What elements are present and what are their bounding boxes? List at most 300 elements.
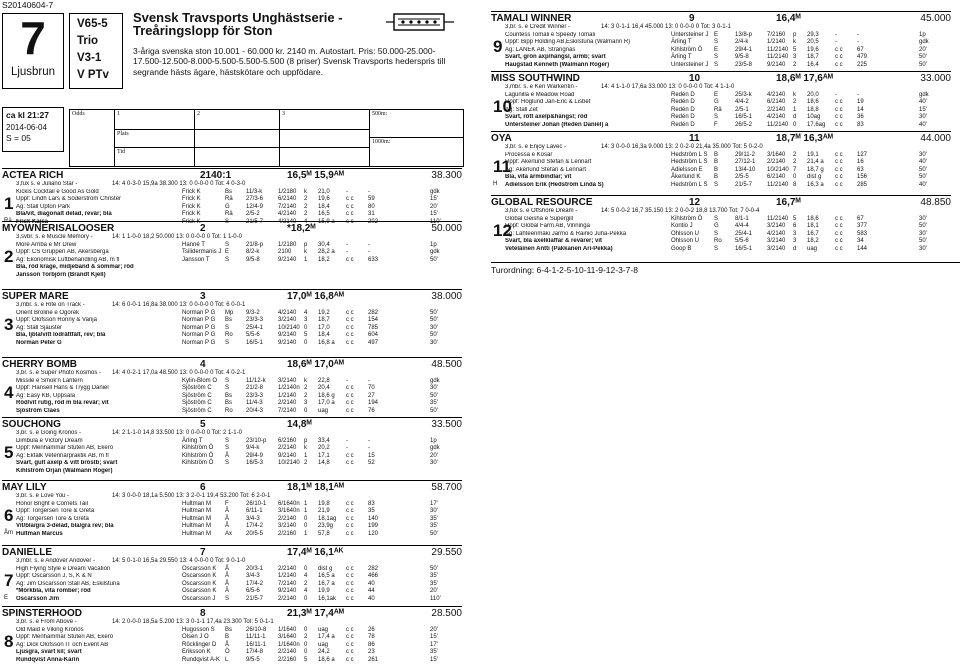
race-result-row <box>182 453 462 461</box>
horse-record: 14,8ᴹ <box>287 419 312 430</box>
result-cell: Hugosson S <box>182 626 215 633</box>
trotting-cart-icon <box>386 11 454 33</box>
race-result-row <box>671 99 951 107</box>
race-result-row <box>671 238 951 246</box>
result-cell: 6/2140 <box>278 196 297 202</box>
result-cell: 26/10-8 <box>246 626 267 633</box>
result-cell: 50' <box>919 238 927 244</box>
horse-info-line: 3,br. s. e Going Kronos - <box>16 430 82 436</box>
result-cell: Jansson T <box>182 256 210 263</box>
result-cell: 86 <box>368 641 375 648</box>
game-type: Trio <box>77 35 99 47</box>
result-cell: 2/2140 <box>767 106 786 113</box>
result-cell: 2 <box>793 99 797 105</box>
horse-distance: 10 <box>689 73 701 84</box>
race-result-row <box>671 182 951 190</box>
result-cell: Kihlström Ö <box>182 445 214 451</box>
result-cell: 40 <box>368 580 375 587</box>
result-cell: 20' <box>430 452 438 459</box>
result-cell: 194 <box>368 400 379 406</box>
result-cell: 40' <box>919 99 927 105</box>
horse-info-line: Untersteiner Johan (Redén Daniel) a <box>505 121 609 128</box>
horse-earnings: 38.000 <box>431 291 462 302</box>
result-cell: 2 <box>793 159 797 165</box>
horse-record: 16,7ᴹ <box>776 197 801 208</box>
race-result-row <box>671 47 951 55</box>
result-cell: Redén D <box>671 121 695 128</box>
result-cell: Ax <box>225 530 233 537</box>
result-cell: - <box>857 31 859 38</box>
race-result-row <box>671 54 951 62</box>
result-cell: 22,8 <box>318 377 330 384</box>
result-cell: 21,9 <box>318 508 330 514</box>
section-divider <box>2 289 462 290</box>
column-1-label: 1 <box>117 111 120 117</box>
plats-label: Plats <box>117 131 129 137</box>
result-cell: Oscarsson K <box>182 580 217 587</box>
horse-info-line: Uppf: Menhammar Stuteri AB, Ekerö <box>16 445 114 451</box>
result-cell: 0 <box>793 121 797 128</box>
horse-info-line: Uppf: Oscarsson J, S, K & N <box>16 573 92 579</box>
result-cell: 9/5-8 <box>246 256 260 263</box>
section-divider <box>2 357 462 358</box>
race-result-row <box>182 596 462 604</box>
result-cell: 17/4-8 <box>246 649 264 655</box>
race-title: Svensk Travsports Unghästserie - Treåringslopp för Ston <box>133 10 343 38</box>
race-result-row <box>671 122 951 130</box>
horse-tag: E <box>4 595 9 601</box>
result-cell: 10/2140 <box>767 166 789 173</box>
result-cell: 1/2140 <box>278 573 297 579</box>
horse-info-line: Äg: Stall Upton Park <box>16 203 71 210</box>
result-cell: 25/4-1 <box>246 324 264 331</box>
result-cell: S <box>225 256 230 263</box>
result-cell: - <box>835 31 837 38</box>
result-cell: S <box>225 339 230 346</box>
result-cell: 50' <box>919 174 927 180</box>
result-cell: Sjöström C <box>182 392 212 399</box>
result-cell: 20,5 <box>807 39 819 45</box>
result-cell: c c <box>346 203 354 210</box>
result-cell: 21/5-7 <box>735 181 753 188</box>
result-cell: S <box>225 445 230 451</box>
result-cell: G <box>714 99 719 105</box>
race-result-row <box>182 508 462 516</box>
horse-info-line: Uppf: Höglund Jan-Eric & Lisbet <box>505 99 591 105</box>
horse-info-line: Äg: Ekonomisk Luftbehandling AB, m fl <box>16 256 120 263</box>
result-cell: c c <box>835 166 843 173</box>
result-cell: Bs <box>225 626 233 633</box>
result-cell: Kihlström Ö <box>671 46 703 53</box>
race-result-row <box>182 588 462 596</box>
result-cell: 16/5-3 <box>246 460 264 466</box>
result-cell: c c <box>346 452 354 459</box>
horse-info-line: Svart, gult axelp & vitt bröstb; svart <box>16 460 118 466</box>
result-cell: 3/1640 <box>278 634 297 640</box>
500m-label: 500m: <box>372 111 388 117</box>
result-cell: 0 <box>304 649 308 655</box>
tid-label: Tid <box>117 149 126 155</box>
result-cell: 30' <box>430 460 438 466</box>
turordning-section <box>491 262 960 275</box>
column-3-label: 3 <box>282 111 285 117</box>
result-cell: Hedström L S <box>671 151 708 158</box>
result-cell: 19,6 <box>318 196 330 202</box>
result-cell: 3/2140 <box>278 377 297 384</box>
horse-info-line: 3,br. s. e Super Photo Kosmos - <box>16 370 102 376</box>
result-cell: 282 <box>368 565 379 572</box>
result-cell: 13/8-p <box>735 31 753 38</box>
result-cell: 17' <box>430 500 438 507</box>
result-cell: 20,0 <box>807 91 819 98</box>
result-cell: 6/2160 <box>278 437 297 444</box>
horse-entry <box>2 357 462 415</box>
result-cell: c c <box>835 245 843 252</box>
1000m-label: 1000m: <box>372 139 391 145</box>
result-cell: 20' <box>430 588 438 594</box>
result-cell: 11/2140 <box>767 54 789 60</box>
result-cell: Frick K <box>182 196 201 202</box>
result-cell: Norman P G <box>182 317 216 323</box>
result-cell: 10/2140 <box>278 324 300 331</box>
horse-number: 6 <box>4 506 14 525</box>
result-cell: 14,8 <box>318 460 330 466</box>
horse-entry <box>491 11 951 69</box>
horse-earnings: 58.700 <box>431 482 462 493</box>
horse-number: 11 <box>493 157 511 176</box>
result-cell: 27 <box>368 392 375 399</box>
section-divider <box>2 168 462 169</box>
result-cell: c c <box>346 530 354 537</box>
result-cell: 30' <box>430 385 438 391</box>
result-cell: c c <box>835 54 843 60</box>
result-cell: Oscarsson K <box>182 565 217 572</box>
race-result-row <box>182 408 462 416</box>
result-cell: Sjöström C <box>182 407 212 414</box>
result-cell: 29/4-1 <box>735 46 753 53</box>
result-cell: 12/4-9 <box>246 203 264 210</box>
result-cell: 29,3 <box>807 31 819 38</box>
result-cell: gdk <box>919 39 929 45</box>
result-cell: 199 <box>368 523 379 529</box>
result-cell: 30' <box>430 339 438 346</box>
horse-info-line: Blå/vit, diagonalt delad, revär; blå <box>16 211 112 217</box>
result-cell: c c <box>346 515 354 522</box>
horse-info-line: Old Maid e Viking Kronos <box>16 626 84 633</box>
result-cell: 9/2140 <box>767 61 786 68</box>
result-cell: 0 <box>304 641 308 648</box>
result-cell: 2 <box>304 392 308 399</box>
result-cell: 30,4 <box>318 241 330 248</box>
result-cell: 5 <box>793 215 797 222</box>
horse-info-line: Äg: Jim Oscarsson Stall AB, Eskilstuna <box>16 580 120 587</box>
section-divider <box>491 71 951 72</box>
result-cell: 18,6 <box>807 215 819 222</box>
result-cell: 1 <box>304 256 308 263</box>
result-cell: 4/4-4 <box>735 223 749 229</box>
result-cell: 110' <box>430 595 441 602</box>
horse-distance: 12 <box>689 197 701 208</box>
result-cell: Norman P G <box>182 339 216 346</box>
result-cell: 3/1640n <box>278 508 300 514</box>
result-cell: Bs <box>225 392 233 399</box>
result-cell: 9/2140 <box>278 339 297 346</box>
result-cell: Hultman M <box>182 523 212 529</box>
result-cell: 9/2140 <box>278 588 297 594</box>
result-cell: gdk <box>430 188 440 195</box>
race-result-row <box>671 62 951 70</box>
result-cell: - <box>346 188 348 195</box>
horse-info-line: Uppf: Hansell Hans & Trygg Daniel <box>16 385 109 391</box>
result-cell: 16/5-1 <box>246 339 264 346</box>
result-cell: - <box>857 91 859 98</box>
result-cell: 1/1640n <box>278 641 300 648</box>
result-cell: 1/2180 <box>278 188 297 195</box>
horse-entry <box>2 606 462 664</box>
result-cell: 57,8 <box>318 530 330 537</box>
horse-entry <box>491 71 951 129</box>
result-cell: Kihlström Ö <box>671 215 703 222</box>
horse-info-line: Blå, ljblå/vitt lodrättfält, rev; blå <box>16 332 106 338</box>
result-cell: E <box>714 91 719 98</box>
horse-info-line: Svart, grön axp/hängsl, ärmb; svart <box>505 54 606 60</box>
horse-info-line: Orient Broline e Ogorek <box>16 309 80 316</box>
horse-record: 18,6ᴹ 17,6ᴬᴹ <box>776 73 833 84</box>
result-cell: 2/5-5 <box>735 174 749 180</box>
horse-entry <box>491 195 951 253</box>
result-cell: S <box>225 385 230 391</box>
result-cell: 40' <box>919 121 927 128</box>
result-cell: 2/2140 <box>278 595 297 602</box>
horse-distance: 7 <box>200 547 206 558</box>
result-cell: c c <box>346 565 354 572</box>
result-cell: Ohlsson U <box>671 238 700 244</box>
result-cell: Ärling T <box>671 54 692 60</box>
result-cell: Untersteiner J <box>671 31 709 38</box>
result-cell: 2100 <box>278 249 292 255</box>
result-cell: 17,0 <box>318 324 330 331</box>
result-cell: 4 <box>304 588 308 594</box>
result-cell: 17/4-2 <box>246 580 264 587</box>
result-cell: 44 <box>368 588 375 594</box>
start-s-value: S = 05 <box>6 133 31 144</box>
result-cell: c c <box>346 588 354 594</box>
result-cell: - <box>368 377 370 384</box>
result-cell: 14 <box>857 106 864 113</box>
result-cell: c c <box>346 332 354 338</box>
odds-label: Odds <box>72 111 85 117</box>
horse-entry <box>2 221 462 279</box>
result-cell: 19 <box>857 99 864 105</box>
result-cell: Hedström L S <box>671 159 708 165</box>
result-cell: 18,6 a <box>318 656 335 663</box>
result-cell: Rä <box>714 106 722 113</box>
section-divider <box>2 221 462 222</box>
result-cell: c c <box>346 256 354 263</box>
result-cell: 1/2140 <box>278 392 297 399</box>
result-cell: 8 <box>793 181 797 188</box>
horse-info-line: Kickis Cocktail e Good As Gold <box>16 188 99 195</box>
result-cell: 16/5-1 <box>735 245 753 252</box>
result-cell: 21/8-p <box>246 241 264 248</box>
result-cell: 2 <box>304 634 308 640</box>
result-cell: - <box>835 91 837 98</box>
result-cell: 35' <box>430 573 438 579</box>
result-cell: 78 <box>368 634 375 640</box>
result-cell: 16,1ak <box>318 595 337 602</box>
result-cell: 83 <box>368 500 375 507</box>
result-cell: 13/4-10 <box>735 166 756 173</box>
race-result-row <box>182 385 462 393</box>
result-cell: 34 <box>857 238 864 244</box>
horse-name: SOUCHONG <box>2 419 61 430</box>
result-cell: c c <box>835 121 843 128</box>
result-cell: c c <box>835 215 843 222</box>
race-result-row <box>671 223 951 231</box>
race-result-row <box>182 317 462 325</box>
race-result-row <box>182 627 462 635</box>
result-cell: 6/11-1 <box>246 508 263 514</box>
result-cell: 583 <box>857 230 868 237</box>
result-cell: 16,5 <box>318 211 330 217</box>
horse-record: 16,4ᴹ <box>776 13 801 24</box>
result-cell: 50' <box>430 256 438 263</box>
result-cell: 3/4-3 <box>246 573 260 579</box>
result-cell: E <box>225 249 230 255</box>
result-cell: 4/2140 <box>767 91 786 98</box>
result-cell: 120 <box>368 530 379 537</box>
result-cell: 30' <box>919 230 927 237</box>
horse-info-line: Processa e Kosar <box>505 151 553 158</box>
result-cell: 3/2140 <box>767 238 786 244</box>
result-cell: 67 <box>857 215 864 222</box>
result-cell: 5/5-6 <box>735 238 749 244</box>
result-cell: 50' <box>919 223 927 229</box>
result-cell: 7/2140 <box>278 407 297 414</box>
result-cell: 76 <box>368 407 375 414</box>
start-date: 2014-06-04 <box>6 123 47 133</box>
result-cell: 83 <box>857 121 864 128</box>
result-cell: p <box>304 241 308 248</box>
result-cell: 21,0 <box>318 188 330 195</box>
result-cell: S <box>225 324 230 331</box>
result-cell: S <box>714 114 719 120</box>
race-result-row <box>182 211 462 219</box>
horse-number: 2 <box>4 247 14 266</box>
horse-info-line: Äg: Torgersen Tore & Greta <box>16 515 89 522</box>
result-cell: c c <box>346 634 354 640</box>
result-cell: 11/2140 <box>767 215 789 222</box>
horse-record: 21,3ᴹ 17,4ᴬᴹ <box>287 608 344 619</box>
horse-info-line: Svart, rött axelp&hängsl; röd <box>505 114 588 120</box>
race-result-row <box>182 516 462 524</box>
horse-info-line: Sjöström Claes <box>16 407 60 414</box>
horse-info-line: Haugstad Kenneth (Walmann Roger) <box>505 61 610 68</box>
horse-distance: 11 <box>689 133 700 144</box>
result-cell: uag <box>318 407 329 414</box>
section-divider <box>491 195 951 196</box>
result-cell: c c <box>346 317 354 323</box>
result-cell: 497 <box>368 339 379 346</box>
result-cell: Rä <box>225 196 233 202</box>
result-cell: 2/2160 <box>278 656 297 663</box>
result-cell: 261 <box>368 656 379 663</box>
result-cell: 28,2 a <box>318 249 335 255</box>
horse-info-line: 3,mbr. s. e Andover Andover - <box>16 558 96 564</box>
result-cell: c c <box>346 595 354 602</box>
result-cell: c c <box>835 106 843 113</box>
game-types-box <box>69 13 123 89</box>
horse-stats: 14: 3 0-0-0 16,3a 9.000 13: 2 0-2-0 21,4a 35.000 Tot: 5 0-2-0 <box>601 144 763 150</box>
result-cell: 16,7 a <box>318 580 335 587</box>
horse-info-line: Adielsson Erik (Hedström Linda S) <box>505 181 604 188</box>
horse-info-line: Countess Tomali e Speedy Tomali <box>505 31 596 38</box>
result-cell: S <box>225 377 230 384</box>
result-cell: S <box>225 595 230 602</box>
race-result-row <box>182 242 462 250</box>
result-cell: 52 <box>368 460 375 466</box>
result-cell: 21/2-8 <box>246 385 264 391</box>
result-cell: - <box>346 241 348 248</box>
horse-stats: 14: 2 0-0-0 18,5a 5.200 13: 3 0-1-1 17,4a 23.300 Tot: 5 0-1-1 <box>112 619 274 625</box>
result-cell: 18,4 <box>318 332 330 338</box>
result-cell: Olsen J O <box>182 634 209 640</box>
start-time: ca kl 21:27 <box>6 110 50 120</box>
result-cell: Åkerlund K <box>671 174 701 180</box>
result-cell: 16 <box>857 159 864 165</box>
horse-record: 18,1ᴹ 18,1ᴬᴹ <box>287 482 344 493</box>
game-type: V3-1 <box>77 52 102 64</box>
race-result-row <box>182 310 462 318</box>
horse-record: 17,4ᴹ 16,1ᴬᴷ <box>287 547 344 558</box>
result-cell: Hultman M <box>182 508 212 514</box>
result-cell: uag <box>318 626 329 633</box>
game-type: V65-5 <box>77 18 108 30</box>
race-result-row <box>182 523 462 531</box>
horse-info-line: Äg: Åkerlund Stefan & Lennart <box>505 166 587 173</box>
result-cell: 2/2140 <box>278 649 297 655</box>
result-cell: c c <box>835 238 843 244</box>
result-cell: uag <box>318 641 329 648</box>
result-cell: c c <box>835 114 843 120</box>
result-cell: c c <box>346 580 354 587</box>
result-cell: S <box>225 460 230 466</box>
result-cell: 19,8 <box>318 500 330 507</box>
horse-distance: 5 <box>200 419 206 430</box>
horse-number: 12 <box>493 221 512 240</box>
result-cell: 18,1 <box>807 223 819 229</box>
result-cell: Kontio J <box>671 223 693 229</box>
result-cell: 18,7 <box>807 54 819 60</box>
horse-entry <box>491 131 951 189</box>
result-cell: 3/2140 <box>767 245 786 252</box>
result-cell: 18,8 <box>807 106 819 113</box>
result-cell: 3/2140 <box>278 317 297 323</box>
horse-distance: 9 <box>689 13 695 24</box>
result-cell: Kihlström Ö <box>182 452 214 459</box>
result-cell: k <box>304 445 307 451</box>
result-cell: 29/4-9 <box>246 452 264 459</box>
race-result-row <box>671 39 951 47</box>
horse-earnings: 33.500 <box>431 419 462 430</box>
result-cell: 9/5-5 <box>246 656 260 663</box>
race-result-row <box>182 378 462 386</box>
result-cell: Oscarsson K <box>182 573 217 579</box>
horse-info-line: Vit/blå/grå 3-delad, blå/grå rev; blå <box>16 523 114 529</box>
result-cell: 35 <box>368 508 375 514</box>
result-cell: Eriksson K <box>182 649 211 655</box>
result-cell: 633 <box>368 256 379 263</box>
